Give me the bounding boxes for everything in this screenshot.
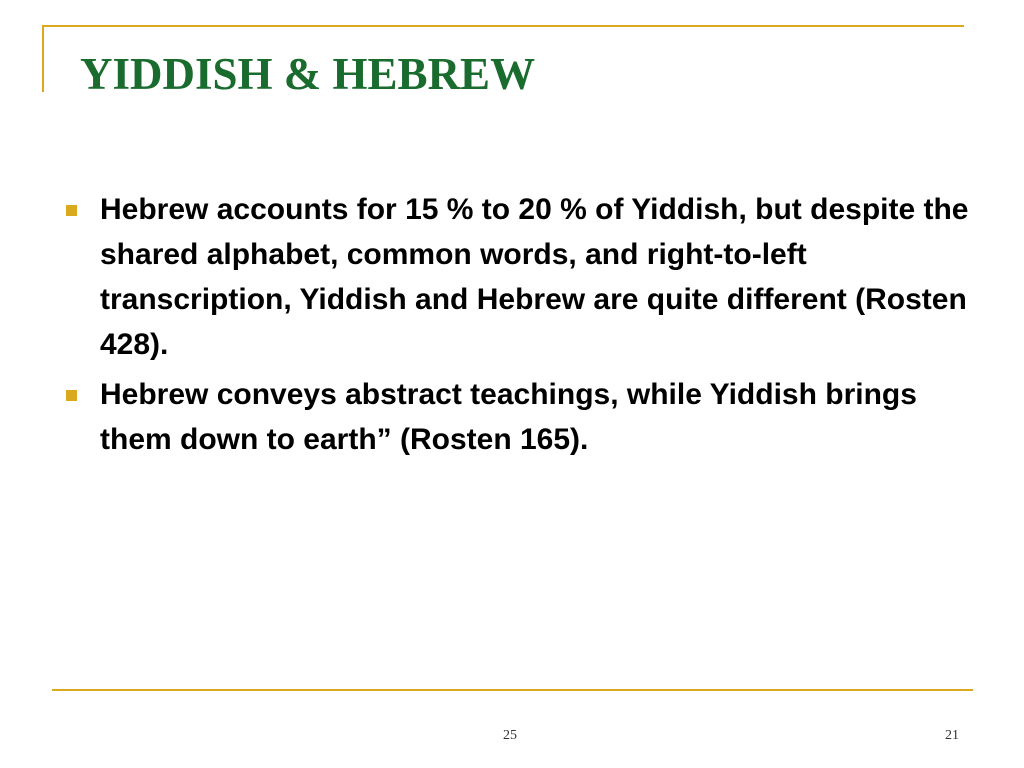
bullet-text: Hebrew accounts for 15 % to 20 % of Yiddish, but despite the shared alphabet, common words, and right-to-left transcription, Yiddish and Hebrew are quite different (Rosten 428). [100,193,969,361]
slide-number: 21 [945,728,959,743]
bullet-item [58,187,978,367]
square-bullet-icon [66,205,77,216]
slide-title: YIDDISH & HEBREW [80,49,536,99]
frame-top-rule [42,25,964,27]
frame-left-rule [42,25,44,92]
bullet-text: Hebrew conveys abstract teachings, while Yiddish brings them down to earth” (Rosten 165). [100,378,917,456]
footer-rule [52,689,973,691]
bullet-list [58,187,978,467]
footer-center-number: 25 [503,728,517,743]
bullet-item [58,372,978,462]
square-bullet-icon [66,390,77,401]
